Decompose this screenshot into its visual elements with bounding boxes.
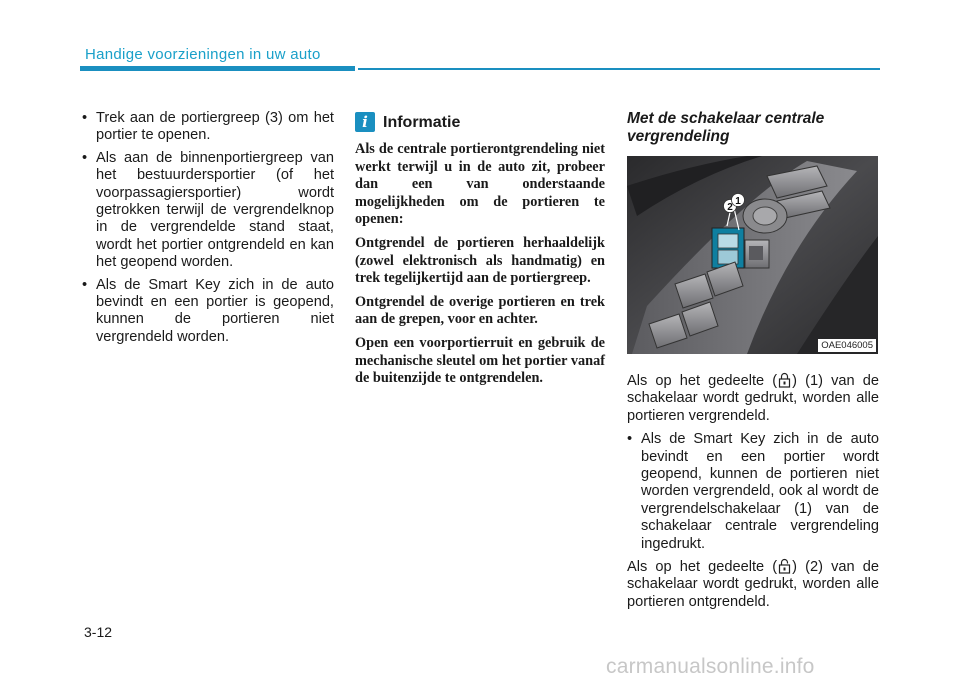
info-paragraph: Open een voorportierruit en gebruik de mechanische sleutel om het portier vanaf de buitenzijde te ontgrendelen. — [355, 334, 605, 387]
image-code-label: OAE046005 — [818, 339, 876, 352]
lock-icon — [778, 372, 791, 388]
watermark: carmanualsonline.info — [606, 655, 815, 678]
callout-1: 1 — [735, 196, 741, 207]
bullet-list — [82, 110, 334, 346]
info-header — [355, 110, 605, 134]
header-rule-thin — [358, 68, 880, 70]
info-paragraph: Ontgrendel de overige portieren en trek aan de grepen, voor en achter. — [355, 293, 605, 328]
unlock-paragraph: Als op het gedeelte ( ) (2) van de schakelaar wordt gedrukt, worden alle portieren ontgrendeld. — [627, 559, 879, 610]
page-number: 3-12 — [84, 624, 113, 640]
header-rule-thick — [80, 66, 355, 71]
info-paragraph: Ontgrendel de portieren herhaaldelijk (zowel elektronisch als handmatig) en trek tegelijkertijd aan de portiergreep. — [355, 234, 605, 287]
header-title: Handige voorzieningen in uw auto — [85, 46, 321, 63]
info-title: Informatie — [383, 114, 461, 131]
callout-2: 2 — [727, 202, 733, 213]
right-column — [627, 110, 879, 611]
door-switch-photo — [627, 156, 878, 354]
section-heading: Met de schakelaar centrale vergrendeling — [627, 110, 825, 145]
info-paragraph: Als de centrale portierontgrendeling niet werkt terwijl u in de auto zit, probeer dan een van onderstaande mogelijkheden om de portieren te openen: — [355, 141, 605, 228]
lock-paragraph: Als op het gedeelte ( ) (1) van de schakelaar wordt gedrukt, worden alle portieren vergrendeld. — [627, 373, 879, 424]
list-item: • Als de Smart Key zich in de auto bevindt en een portier wordt geopend, kunnen de portieren niet worden vergrendeld, ook al wordt de vergrendelschakelaar (1) van de schakelaar centrale vergrendeling ingedrukt. — [627, 431, 879, 553]
smart-key-bullet — [627, 431, 879, 553]
info-icon: i — [355, 112, 375, 132]
door-panel-illustration — [627, 156, 878, 354]
unlock-icon — [778, 558, 791, 574]
list-item: • Trek aan de portiergreep (3) om het portier te openen. — [82, 110, 334, 145]
left-column — [82, 110, 334, 351]
list-item: • Als de Smart Key zich in de auto bevindt en een portier is geopend, kunnen de portieren niet vergrendeld worden. — [82, 277, 334, 347]
list-item: • Als aan de binnenportiergreep van het bestuurdersportier (of het voorpassagiersportier) wordt getrokken terwijl de vergrendelknop in de vergrendelde stand staat, wordt het portier ontgrendeld en kan het geopend worden. — [82, 150, 334, 272]
info-box — [355, 110, 605, 394]
